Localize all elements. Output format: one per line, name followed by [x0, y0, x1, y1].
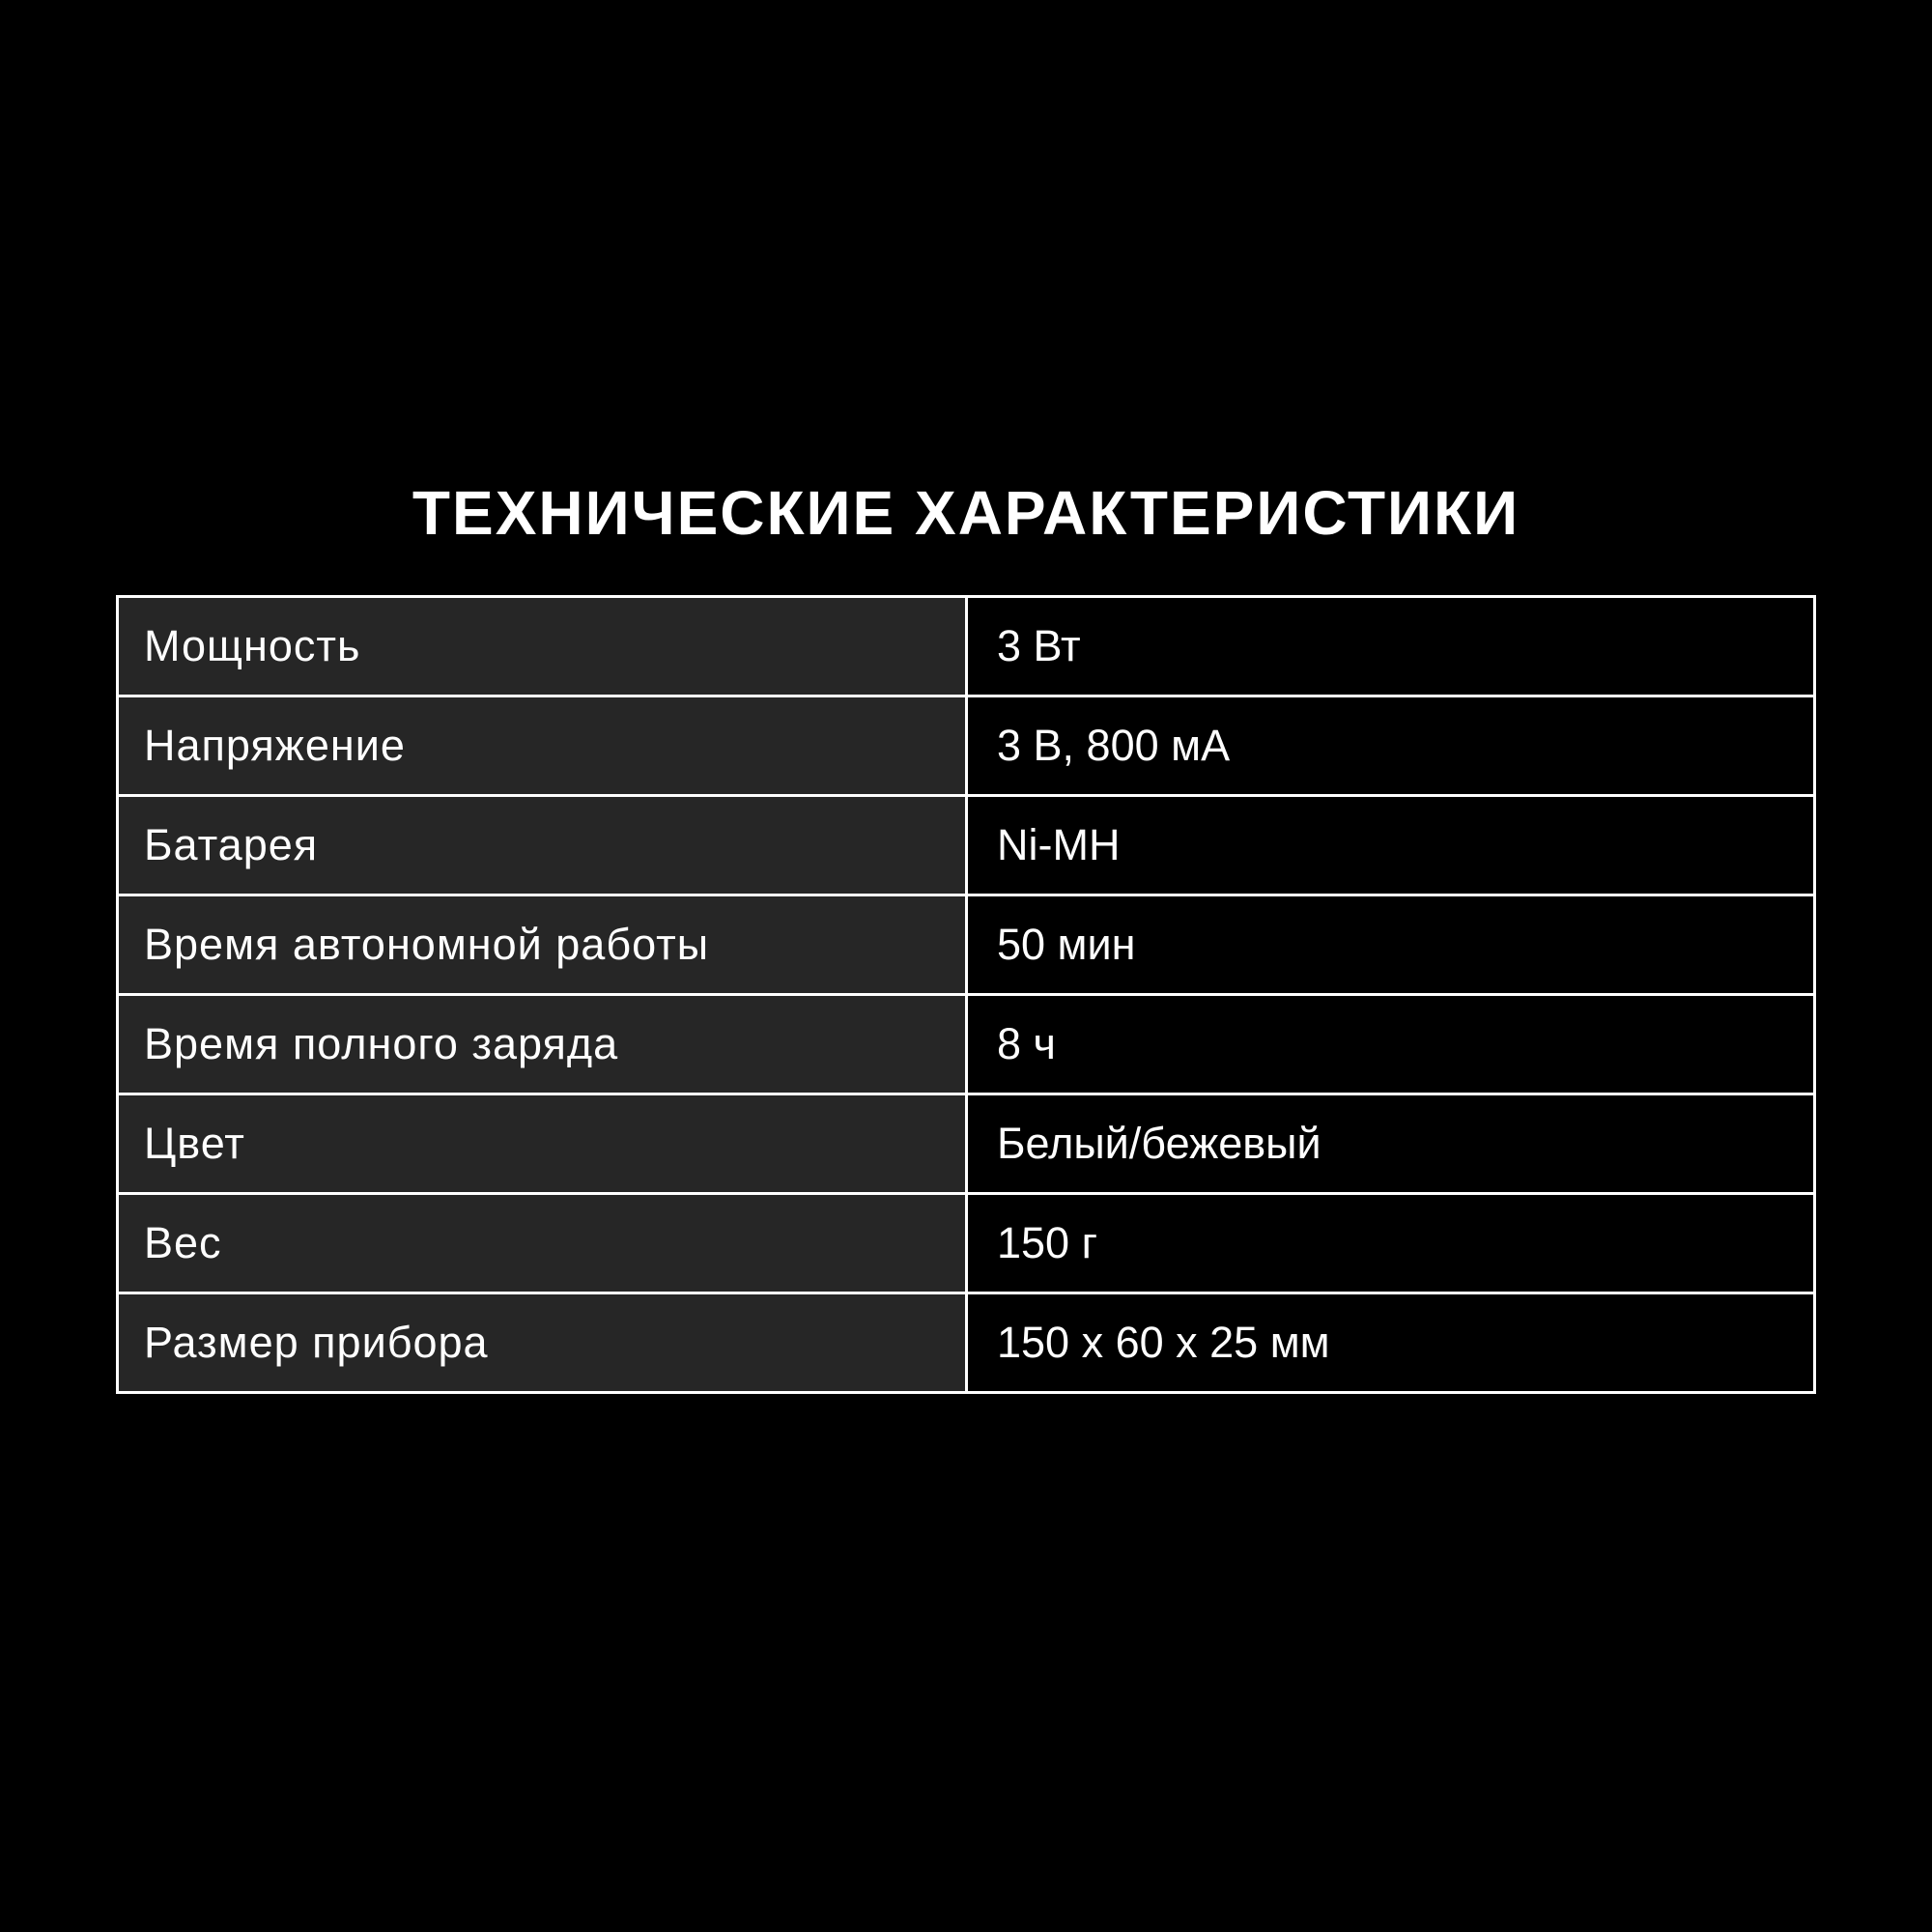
- spec-label: Напряжение: [118, 696, 967, 796]
- spec-label: Время автономной работы: [118, 895, 967, 995]
- page-title: ТЕХНИЧЕСКИЕ ХАРАКТЕРИСТИКИ: [412, 478, 1520, 548]
- spec-row-size: [118, 1293, 1815, 1393]
- spec-value: 3 В, 800 мА: [967, 696, 1815, 796]
- spec-value: 3 Вт: [967, 597, 1815, 696]
- spec-label: Вес: [118, 1194, 967, 1293]
- spec-label: Цвет: [118, 1094, 967, 1194]
- specs-table: [116, 595, 1816, 1394]
- spec-value: Ni-MH: [967, 796, 1815, 895]
- spec-row-runtime: [118, 895, 1815, 995]
- spec-row-charge-time: [118, 995, 1815, 1094]
- spec-row-power: [118, 597, 1815, 696]
- spec-label: Время полного заряда: [118, 995, 967, 1094]
- spec-value: 150 г: [967, 1194, 1815, 1293]
- spec-value: 150 x 60 x 25 мм: [967, 1293, 1815, 1393]
- spec-row-voltage: [118, 696, 1815, 796]
- spec-value: 50 мин: [967, 895, 1815, 995]
- spec-row-weight: [118, 1194, 1815, 1293]
- spec-label: Батарея: [118, 796, 967, 895]
- spec-row-battery: [118, 796, 1815, 895]
- spec-label: Мощность: [118, 597, 967, 696]
- spec-value: 8 ч: [967, 995, 1815, 1094]
- spec-value: Белый/бежевый: [967, 1094, 1815, 1194]
- spec-row-color: [118, 1094, 1815, 1194]
- spec-label: Размер прибора: [118, 1293, 967, 1393]
